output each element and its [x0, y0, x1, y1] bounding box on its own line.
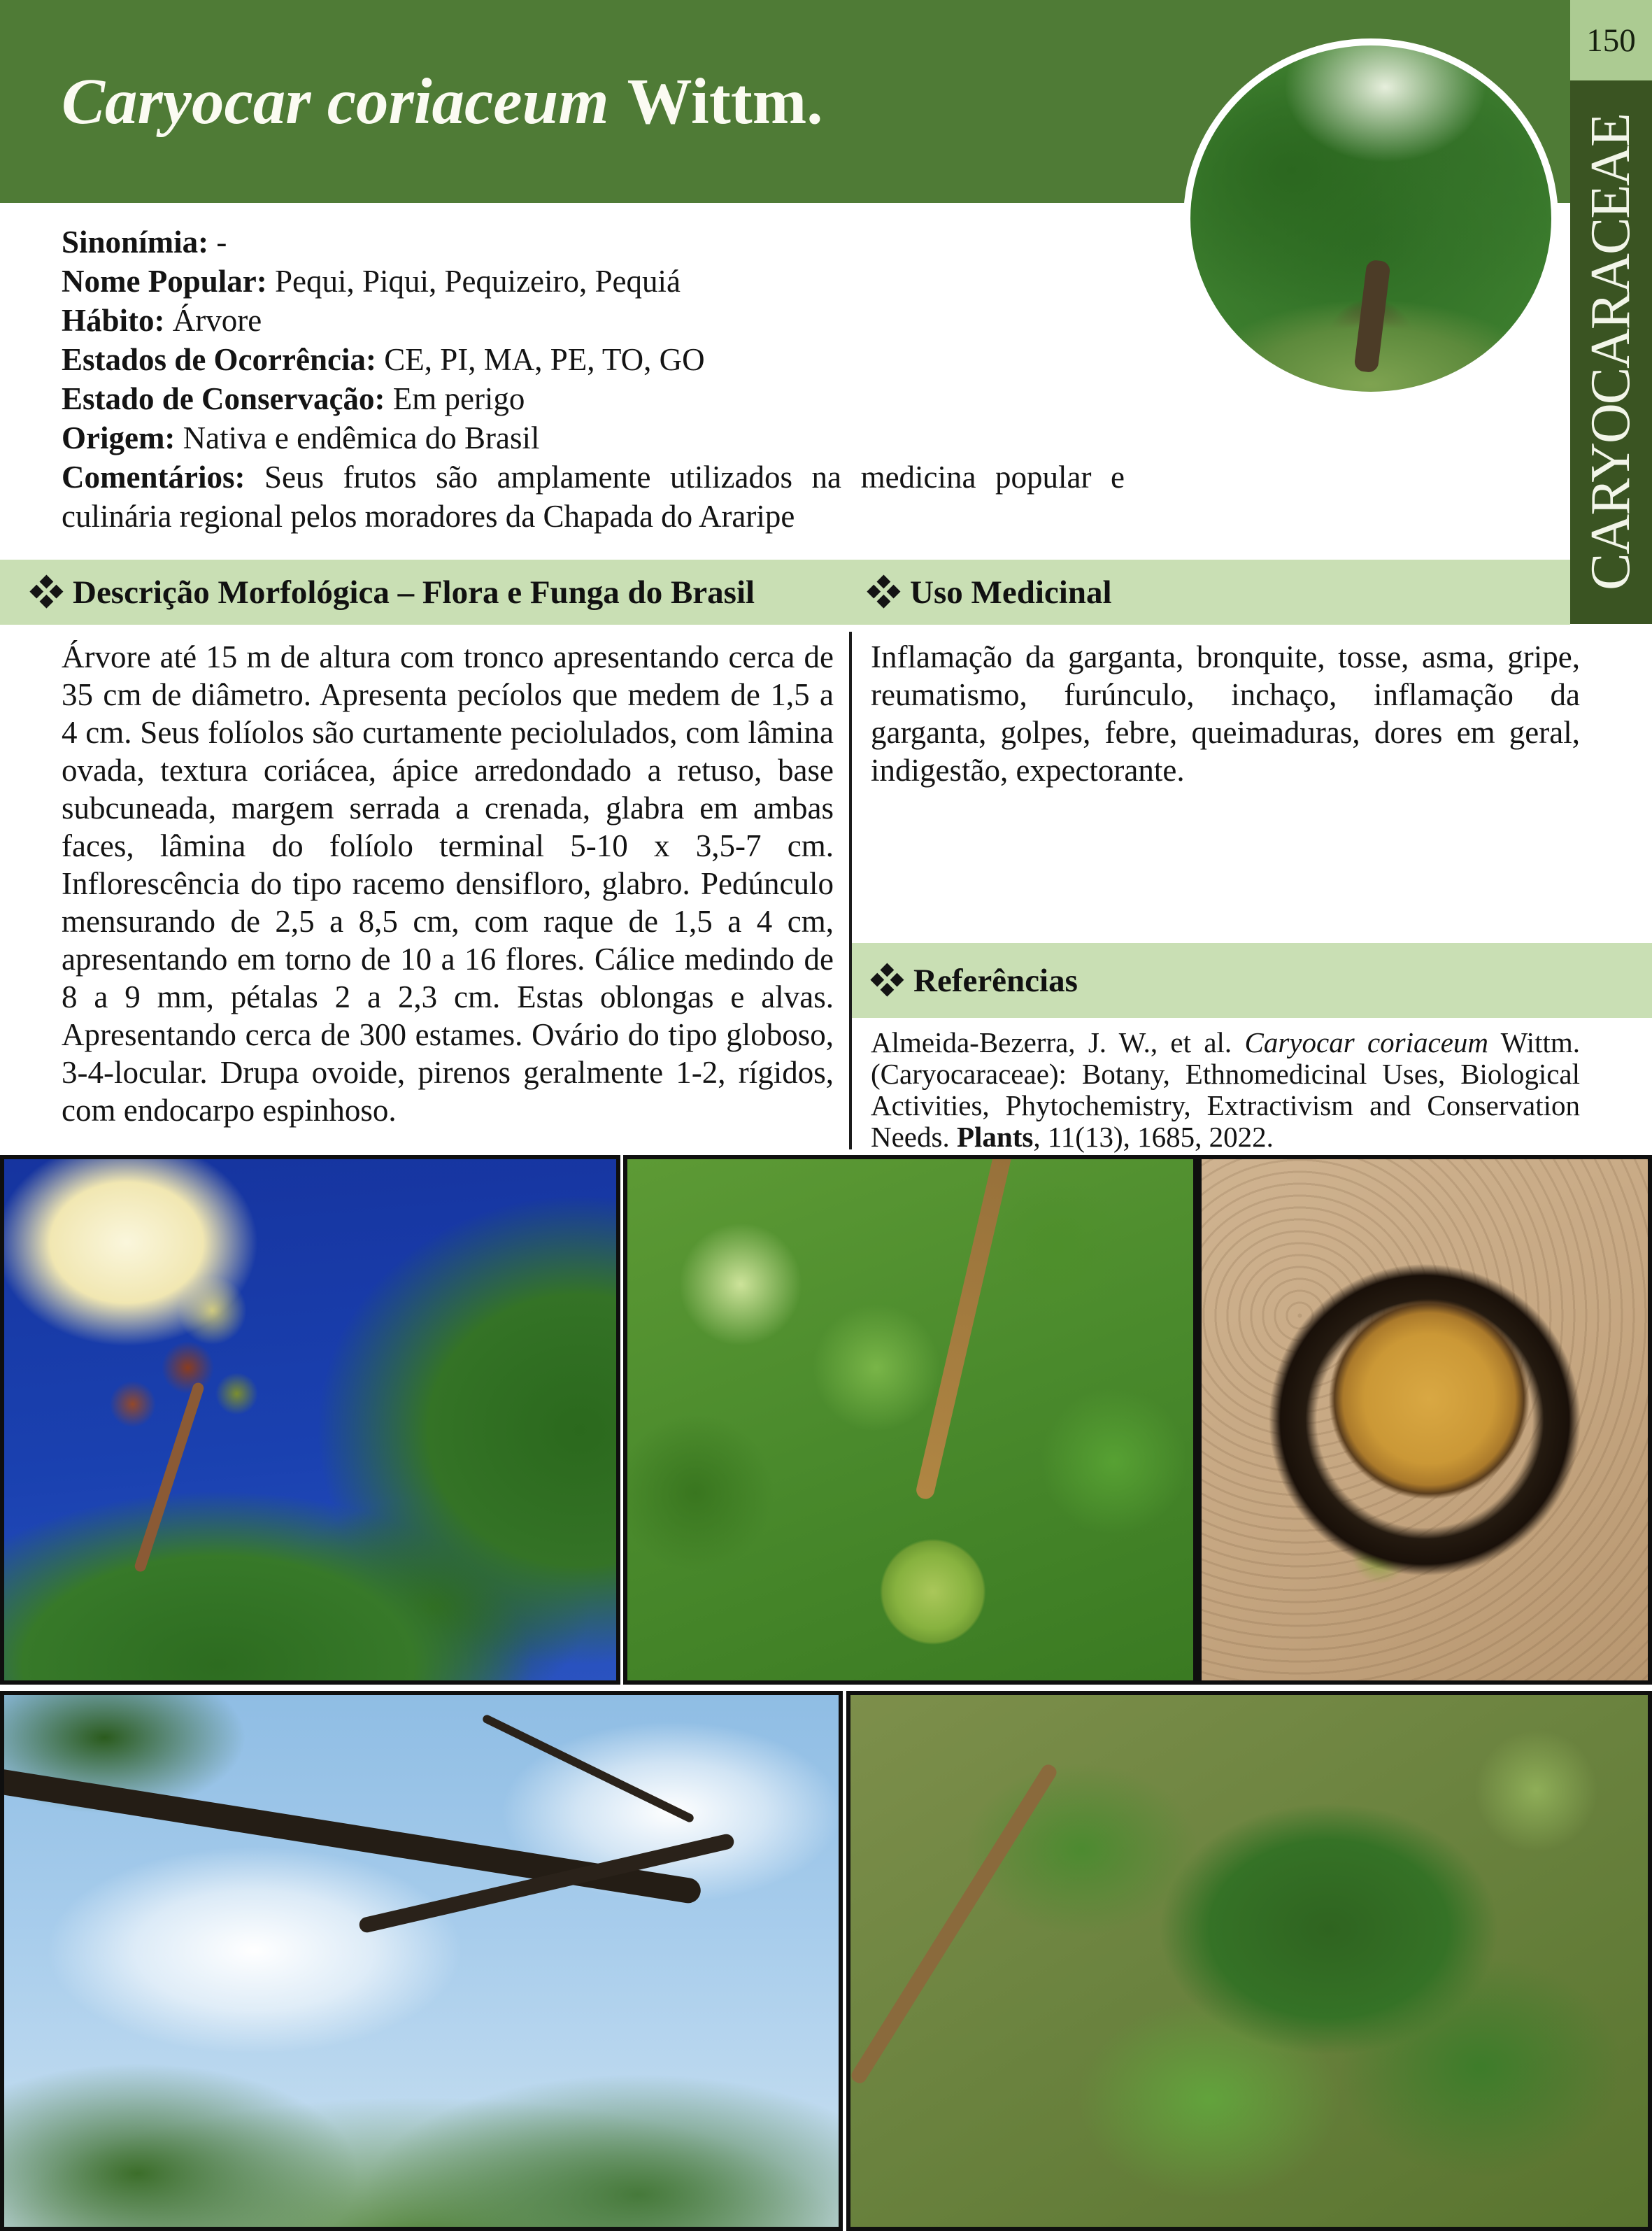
references-section-title: Referências	[913, 962, 1078, 999]
fruit-on-branch-photo	[623, 1155, 1197, 1685]
family-name: CARYOCARACEAE	[1580, 114, 1642, 590]
citation-issue: , 11(13), 1685, 2022.	[1033, 1121, 1274, 1153]
flower-stem-shape	[133, 1381, 205, 1573]
info-value: CE, PI, MA, PE, TO, GO	[384, 342, 705, 377]
citation-title: Wittm.(Caryocaraceae): Botany, Ethnomedicinal Uses, Biological Activities, Phytochemistry, Extractivism and Conservation Needs.	[871, 1026, 1580, 1153]
info-value: Nativa e endêmica do Brasil	[183, 420, 540, 455]
morphology-text: Árvore até 15 m de altura com tronco apresentando cerca de 35 cm de diâmetro. Apresenta pecíolos que medem de 1,5 a 4 cm. Seus folíolos são curtamente peciolulados, com lâmina ovada, textura coriácea, ápice arredondado a retuso, base subcuneada, margem serrada a crenada, glabra em ambas faces, lâmina do folíolo terminal 5-10 x 3,5-7 cm. Inflorescência do tipo racemo densifloro, glabro. Pedúnculo mensurando de 2,5 a 8,5 cm, com raque de 1,5 a 4 cm, apresentando em torno de 10 a 16 flores. Cálice medindo de 8 a 9 mm, pétalas 2 a 2,3 cm. Estas oblongas e alvas. Apresentando cerca de 300 estames. Ovário do tipo globoso, 3-4-locular. Drupa ovoide, pirenos geralmente 1-2, rígidos, com endocarpo espinhoso.	[62, 639, 834, 1128]
morphology-section-title: Descrição Morfológica – Flora e Funga do Brasil	[73, 574, 755, 611]
opened-fruit-photo	[1197, 1155, 1652, 1685]
branch-twig-shape	[481, 1713, 695, 1823]
diamond-bullet-icon	[870, 963, 904, 996]
fruit-branch-shape	[915, 1155, 1015, 1501]
diamond-bullet-icon	[29, 574, 63, 608]
diamond-bullet-icon	[867, 574, 900, 608]
info-row-conservation	[62, 379, 1125, 418]
medicinal-section-header	[871, 560, 1112, 625]
tree-branch-sky-photo	[0, 1691, 843, 2231]
info-row-origin	[62, 418, 1125, 458]
leaf-stem-shape	[849, 1762, 1060, 2085]
info-label: Comentários:	[62, 460, 245, 495]
reference-citation	[871, 1027, 1580, 1153]
info-label: Origem:	[62, 420, 176, 455]
info-row-states	[62, 340, 1125, 379]
species-author: Wittm.	[627, 65, 823, 138]
medicinal-text: Inflamação da garganta, bronquite, tosse, asma, gripe, reumatismo, furúnculo, inchaço, inflamação da garganta, golpes, febre, queimaduras, dores em geral, indigestão, expectorante.	[871, 639, 1580, 788]
page-number-value: 150	[1586, 22, 1636, 59]
info-label: Sinonímia:	[62, 225, 209, 260]
info-row-synonymy	[62, 222, 1125, 262]
info-value: Em perigo	[392, 381, 525, 416]
section-header-band	[0, 560, 1570, 625]
info-row-comments	[62, 458, 1125, 536]
column-divider	[849, 632, 852, 1149]
page-number	[1570, 0, 1652, 80]
citation-species: Caryocar coriaceum	[1244, 1026, 1489, 1058]
info-value: Seus frutos são amplamente utilizados na medicina popular e culinária regional pelos moradores da Chapada do Araripe	[62, 460, 1125, 534]
info-value: Árvore	[172, 303, 262, 338]
family-sidebar	[1570, 80, 1652, 624]
info-label: Estado de Conservação:	[62, 381, 385, 416]
info-label: Hábito:	[62, 303, 165, 338]
tree-trunk-shape	[1353, 259, 1390, 373]
info-value: Pequi, Piqui, Pequizeiro, Pequiá	[274, 264, 681, 299]
citation-authors: Almeida-Bezerra, J. W., et al.	[871, 1026, 1245, 1058]
branch-shape	[0, 1765, 702, 1905]
info-row-habit	[62, 301, 1125, 340]
references-section-header	[852, 943, 1652, 1018]
species-title: Caryocar coriaceum	[62, 65, 609, 138]
info-row-popular-name	[62, 262, 1125, 301]
leaves-photo	[846, 1691, 1652, 2231]
tree-portrait-photo	[1183, 38, 1558, 399]
citation-journal: Plants	[956, 1121, 1034, 1153]
medicinal-section-title: Uso Medicinal	[910, 574, 1112, 611]
info-label: Nome Popular:	[62, 264, 267, 299]
info-label: Estados de Ocorrência:	[62, 342, 376, 377]
species-info-block	[62, 222, 1125, 536]
morphology-section-header	[34, 560, 755, 625]
flower-photo	[0, 1155, 620, 1685]
info-value: -	[216, 225, 227, 260]
